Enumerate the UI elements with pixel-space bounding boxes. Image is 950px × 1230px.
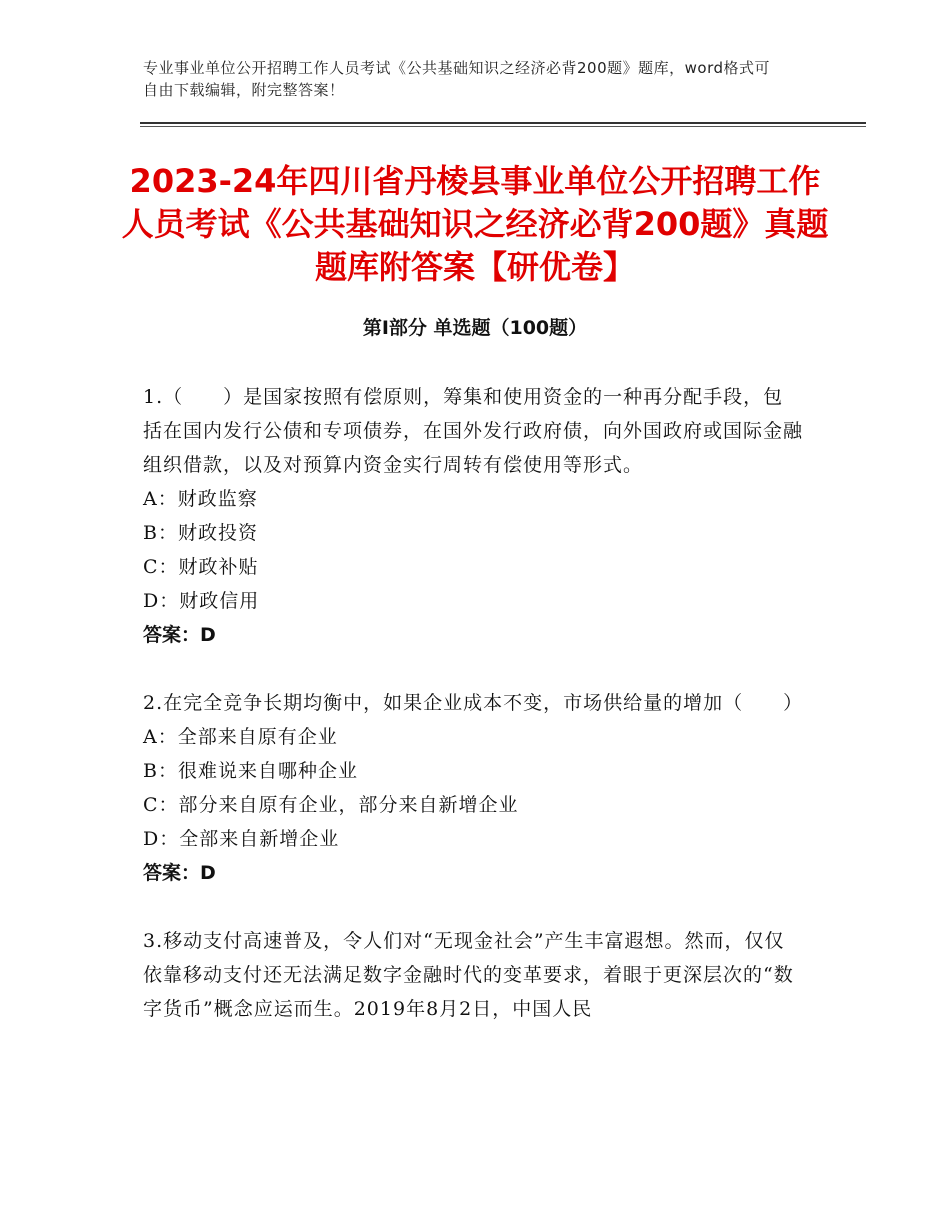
option-b: B：财政投资 (143, 522, 258, 544)
header-rule-thin (140, 126, 866, 127)
option-a: A：全部来自原有企业 (143, 726, 338, 748)
section-title: 第Ⅰ部分 单选题（100题） (362, 317, 588, 339)
option-c: C：部分来自原有企业，部分来自新增企业 (143, 794, 519, 816)
option-b: B：很难说来自哪种企业 (143, 760, 358, 782)
answer: 答案：D (143, 862, 216, 884)
document-title: 2023-24年四川省丹棱县事业单位公开招聘工作人员考试《公共基础知识之经济必背200题》真题题库附答案【研优卷】 (121, 162, 829, 286)
question-stem: 2.在完全竞争长期均衡中，如果企业成本不变，市场供给量的增加（ ） (143, 692, 804, 714)
question-stem: 3.移动支付高速普及，令人们对“无现金社会”产生丰富遐想。然而，仅仅依靠移动支付还无法满足数字金融时代的变革要求，着眼于更深层次的“数字货币”概念应运而生。2019年8月2日，中国人民 (143, 930, 794, 1020)
question-list (143, 380, 803, 1060)
option-d: D：全部来自新增企业 (143, 828, 340, 850)
option-c: C：财政补贴 (143, 556, 259, 578)
question-stem: 1.（ ）是国家按照有偿原则，筹集和使用资金的一种再分配手段，包括在国内发行公债和专项债券，在国外发行政府债，向外国政府或国际金融组织借款，以及对预算内资金实行周转有偿使用等形式。 (143, 386, 804, 476)
answer: 答案：D (143, 624, 216, 646)
question-2 (143, 686, 803, 890)
header-note: 专业事业单位公开招聘工作人员考试《公共基础知识之经济必背200题》题库，word格式可自由下载编辑，附完整答案！ (143, 59, 771, 99)
question-3 (143, 924, 803, 1026)
option-a: A：财政监察 (143, 488, 258, 510)
question-1 (143, 380, 803, 652)
header-rule-thick (140, 122, 866, 124)
option-d: D：财政信用 (143, 590, 260, 612)
